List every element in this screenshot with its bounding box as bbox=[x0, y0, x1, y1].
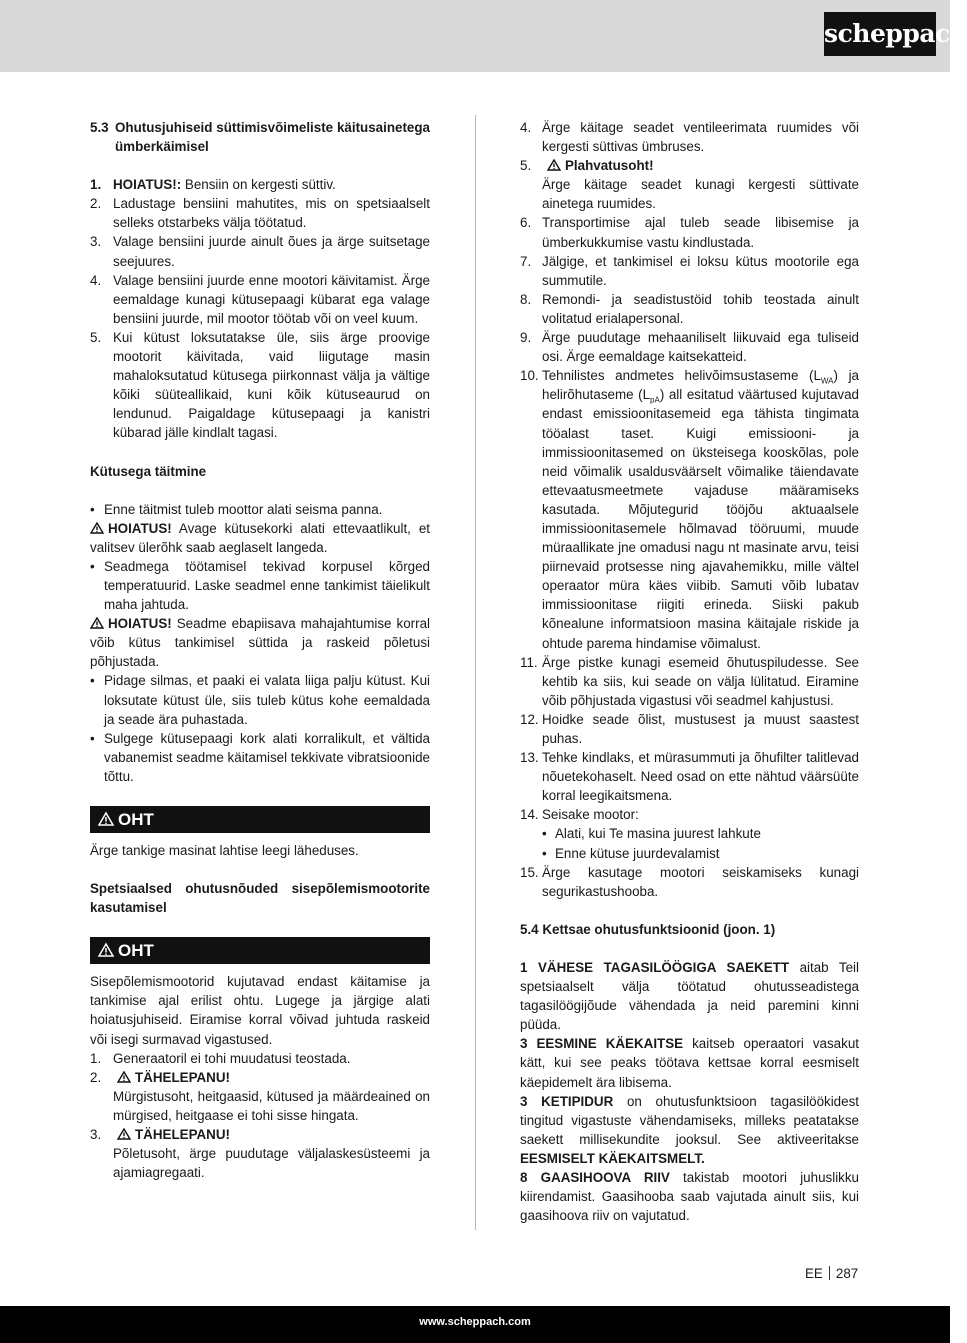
sub-bullet: • Alati, kui Te masina juurest lahkute bbox=[542, 826, 761, 842]
list-item: 2. Ladustage bensiini mahutites, mis on spetsiaalselt selleks otstarbeks välja töötatud. bbox=[90, 196, 430, 231]
list-item: 14. Seisake mootor: bbox=[520, 807, 639, 823]
bullet-item: • Enne täitmist tuleb moottor alati seisma panna. bbox=[90, 501, 383, 517]
list-item: 4. Ärge käitage seadet ventileerimata ruumides või kergesti süttivas ümbruses. bbox=[520, 120, 859, 155]
list-item: 15. Ärge kasutage mootori seiskamiseks kunagi segurikastushooba. bbox=[520, 864, 859, 899]
warning-triangle-icon bbox=[90, 617, 104, 629]
list-item: 1. Generaatoril ei tohi muudatusi teostada. bbox=[90, 1050, 351, 1066]
warning-triangle-icon bbox=[90, 522, 104, 534]
danger-banner: OHT bbox=[90, 806, 430, 833]
bullet-item: • Seadmega töötamisel tekivad korpusel kõrged temperatuurid. Laske seadmel enne tankimist täielikult maha jahtuda. bbox=[90, 558, 430, 613]
bullet-item: • Sulgege kütusepaagi kork alati korralikult, et vältida vabanemist seadme käitamisel tekkivate vibratsioonide tõttu. bbox=[90, 730, 430, 784]
feature-paragraph: 3 KETIPIDUR on ohutusfunktsioon tagasilöökidest tingitud vigastuste vähendamiseks, milleks peatatakse saekett millisekundite jooksul. See aktiveeritakse EESMISELT KÄEKAITSMELT. bbox=[520, 1093, 859, 1166]
warning-triangle-icon bbox=[98, 943, 114, 957]
fill-heading: Kütusega täitmine bbox=[90, 463, 207, 479]
warning-triangle-icon bbox=[117, 1071, 131, 1083]
warning-paragraph: HOIATUS! Avage kütusekorki alati ettevaatlikult, et valitsev ülerõhk saab aeglaselt langeda. bbox=[90, 520, 430, 555]
danger-text: Ärge tankige masinat lahtise leegi läheduses. bbox=[90, 843, 359, 858]
warning-triangle-icon bbox=[547, 159, 561, 171]
sub-bullet: • Enne kütuse juurdevalamist bbox=[542, 845, 720, 861]
section-heading-5-3: 5.3 Ohutusjuhiseid süttimisvõimeliste käitusainetega ümberkäimisel bbox=[90, 120, 430, 155]
list-item: 4. Valage bensiini juurde enne mootori käivitamist. Ärge eemaldage kunagi kütusepaagi kübarat ega valage bensiini juurde, mil mootor töötab või on veel kuum. bbox=[90, 272, 430, 326]
list-item: 11. Ärge pistke kunagi esemeid õhutuspiludesse. See kehtib ka siis, kui seade on välja lülitatud. Eiramine võib põhjustada vigastusi või seadmel kahjustusi. bbox=[520, 654, 859, 708]
list-item: 9. Ärge puudutage mehaaniliselt liikuvaid ega tuliseid osi. Ärge eemaldage kaitsekatteid. bbox=[520, 330, 859, 365]
page-number: EE 287 bbox=[805, 1266, 859, 1281]
list-item: 3. TÄHELEPANU! Põletusoht, ärge puudutage väljalaskesüsteemi ja ajamiagregaati. bbox=[90, 1127, 430, 1181]
list-item: 10. Tehnilistes andmetes helivõimsustaseme $(L_{WA})$ ja helirõhutaseme $(L_{pA})$ all esitatud väärtused kujutavad endast emissioonitasemeid ega tähista tingimata tööalast taset. Kuigi emissiooni- ja immissioonitasemed on üksteisega kooskõlas, pole neid võimalik usaldusväärselt võimalike täiendavate ettevaatusmeetmete vajaduse määramiseks kasutada. Mõjutegurid tööjõu aktuaalsele immissioonitasemele hõlmavad tööruumi, muude müraallikate jne omadusi nagu nt masinate arvu, teisi piirnevaid protsesse ning ajavahemikku, mille vältel operaator müra käes viibib. Samuti võib lubatav immissioonitase riigiti erineda. Siiski pakub kõnealune informatsioon masina käitajale riskide ja ohtude parema hindamise võimalust. bbox=[520, 368, 860, 651]
warning-triangle-icon bbox=[117, 1128, 131, 1140]
list-item: 5. Plahvatusoht! Ärge käitage seadet kunagi kergesti süttivate ainetega ruumides. bbox=[520, 158, 859, 212]
list-item: 6. Transportimise ajal tuleb seade libisemise ja ümberkukkumise vastu kindlustada. bbox=[520, 215, 859, 250]
feature-paragraph: 8 GAASIHOOVA RIIV takistab mootori juhuslikku kiirendamist. Gaasihooba saab vajutada ainult siis, kui gaasihoova riiv on vajutatud. bbox=[520, 1169, 860, 1224]
left-column bbox=[90, 118, 430, 1182]
warning-triangle-icon bbox=[98, 812, 114, 826]
bullet-item: • Pidage silmas, et paaki ei valata liiga palju kütust. Kui loksutate kütust üle, siis tuleb kütus kohe eemaldada ja seade ära puhastada. bbox=[90, 673, 430, 727]
warning-paragraph: HOIATUS! Seadme ebapiisava mahajahtumise korral võib kütus tankimisel süttida ja raskeid põletusi põhjustada. bbox=[90, 616, 430, 670]
footer-url: www.scheppach.com bbox=[0, 1306, 950, 1343]
danger-banner: OHT bbox=[90, 937, 430, 964]
list-item: 2. TÄHELEPANU! Mürgistusoht, heitgaasid, kütused ja määrdeained on mürgised, heitgaase ei tohi sisse hingata. bbox=[90, 1069, 430, 1123]
special-heading: Spetsiaalsed ohutusnõuded sisepõlemismootorite kasutamisel bbox=[90, 881, 430, 916]
column-divider bbox=[475, 115, 476, 1230]
feature-paragraph: 1 VÄHESE TAGASILÖÖGIGA SAEKETT aitab Teil spetsiaalselt välja töötatud ohutusseadistega tagasilöögijõude vähendada ja neid paremini kinni püüda. bbox=[520, 959, 860, 1033]
list-item: 1. HOIATUS!: Bensiin on kergesti süttiv. bbox=[90, 177, 336, 193]
list-item: 12. Hoidke seade õlist, mustusest ja muust saastest puhas. bbox=[520, 711, 859, 746]
list-item: 3. Valage bensiini juurde ainult õues ja ärge suitsetage seejuures. bbox=[90, 234, 430, 269]
list-item: 8. Remondi- ja seadistustöid tohib teostada ainult volitatud erialapersonal. bbox=[520, 291, 859, 326]
section-heading-5-4: 5.4 Kettsae ohutusfunktsioonid (joon. 1) bbox=[520, 921, 776, 937]
header-bar bbox=[0, 0, 950, 72]
list-item: 7. Jälgige, et tankimisel ei loksu kütus mootorile ega summutile. bbox=[520, 253, 859, 288]
list-item: 5. Kui kütust loksutatakse üle, siis ärge proovige mootorit käivitada, vaid liigutage masin mahaloksutatud kütusega piirkonnast välja ja vältige kõiki süüteallikaid, kuni kõik kütuseaurud on lendunud. Paigaldage kütusepaagi ja kanistri kübarad jälle kindlalt tagasi. bbox=[90, 329, 430, 441]
scheppach-logo: scheppach bbox=[824, 12, 936, 56]
list-item: 13. Tehke kindlaks, et mürasummuti ja õhufilter talitlevad nõuetekohaselt. Need osad on ette nähtud väärsüüte korral leegikaitsmena. bbox=[520, 750, 859, 804]
right-column bbox=[520, 118, 859, 1225]
feature-paragraph: 3 EESMINE KÄEKAITSE kaitseb operaatori vasakut kätt, kui see peaks töötava kettsae korral eesmiselt käepidemelt ära libisema. bbox=[520, 1036, 859, 1090]
danger-text: Sisepõlemismootorid kujutavad endast käitamise ja tankimise ajal erilist ohtu. Lugege ja järgige alati hoiatusjuhiseid. Eiramise korral võivad juhtuda raskeid või isegi surmavad vigastused. bbox=[90, 974, 430, 1047]
